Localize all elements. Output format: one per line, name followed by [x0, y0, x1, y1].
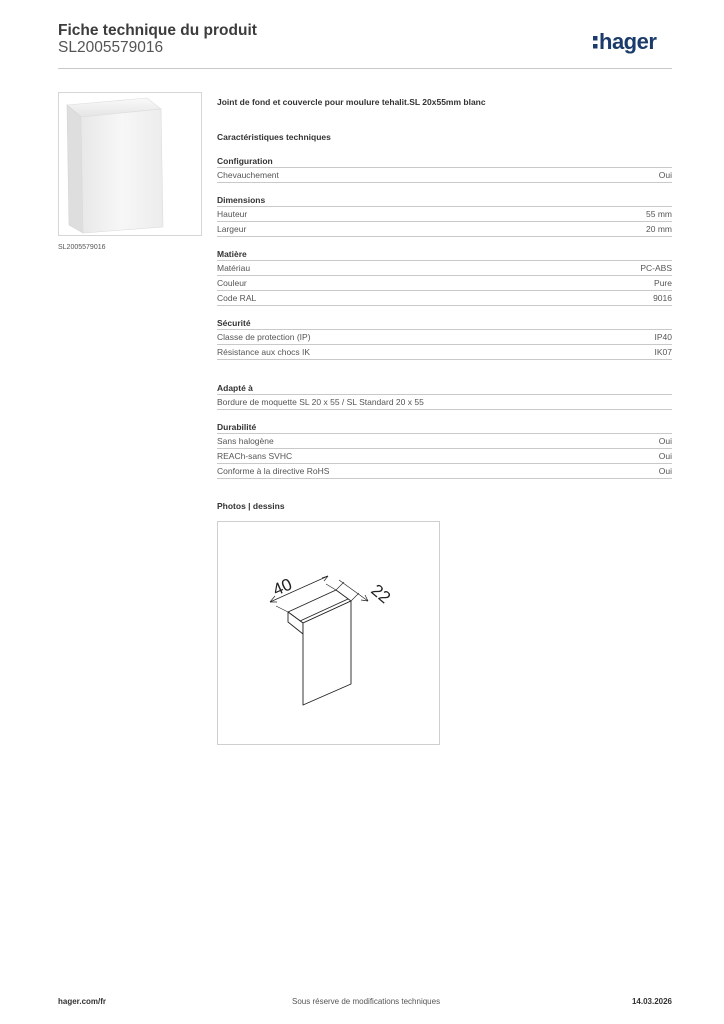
footer-website[interactable]: hager.com/fr [58, 997, 107, 1006]
section-durability [217, 421, 672, 479]
dimension-label-22: 22 [367, 580, 395, 608]
photos-title: Photos | dessins [217, 501, 285, 511]
logo-text: hager [599, 29, 657, 54]
spec-value: IK07 [654, 347, 672, 357]
hager-logo [592, 26, 682, 58]
spec-label: Largeur [217, 224, 247, 234]
spec-row [217, 434, 672, 449]
specs-title: Caractéristiques techniques [217, 132, 331, 142]
spec-label: Résistance aux chocs IK [217, 347, 311, 357]
spec-value: Oui [658, 466, 672, 476]
spec-label: Sans halogène [217, 436, 274, 446]
spec-row [217, 464, 672, 479]
section-material [217, 248, 672, 306]
spec-row [217, 291, 672, 306]
spec-label: Conforme à la directive RoHS [217, 466, 330, 476]
spec-row [217, 345, 672, 360]
spec-value: PC-ABS [640, 263, 672, 273]
product-render-image [59, 93, 201, 235]
spec-row [217, 330, 672, 345]
spec-label: Couleur [217, 278, 247, 288]
section-title: Sécurité [217, 317, 672, 330]
spec-value: IP40 [654, 332, 672, 342]
spec-label: Classe de protection (IP) [217, 332, 311, 342]
thumbnail-caption: SL2005579016 [58, 244, 106, 251]
product-code: SL2005579016 [58, 39, 164, 56]
spec-value: Oui [658, 451, 672, 461]
spec-row [217, 222, 672, 237]
spec-value: Pure [654, 278, 672, 288]
dimension-drawing [218, 522, 439, 744]
spec-row [217, 261, 672, 276]
section-dimensions [217, 194, 672, 237]
spec-label: Chevauchement [217, 170, 279, 180]
dimension-label-40: 40 [269, 574, 295, 600]
spec-row [217, 168, 672, 183]
spec-label: Code RAL [217, 293, 257, 303]
page-title: Fiche technique du produit [58, 22, 257, 39]
spec-label: Matériau [217, 263, 251, 273]
section-title: Adapté à [217, 382, 672, 395]
section-security [217, 317, 672, 360]
spec-value: 55 mm [646, 209, 672, 219]
product-thumbnail [58, 92, 202, 236]
product-title: Joint de fond et couvercle pour moulure tehalit.SL 20x55mm blanc [217, 97, 486, 107]
spec-value: 20 mm [646, 224, 672, 234]
section-title: Durabilité [217, 421, 672, 434]
spec-row [217, 449, 672, 464]
spec-label: Bordure de moquette SL 20 x 55 / SL Standard 20 x 55 [217, 397, 424, 407]
spec-label: Hauteur [217, 209, 248, 219]
footer-date: 14.03.2026 [631, 997, 672, 1006]
section-compatibility [217, 382, 672, 410]
section-configuration [217, 155, 672, 183]
spec-content [217, 95, 672, 479]
section-title: Dimensions [217, 194, 672, 207]
technical-drawing [217, 521, 440, 745]
footer-notice: Sous réserve de modifications techniques [292, 997, 441, 1006]
header-divider [58, 68, 672, 69]
spec-value: 9016 [653, 293, 672, 303]
section-title: Configuration [217, 155, 672, 168]
spec-value: Oui [658, 170, 672, 180]
section-title: Matière [217, 248, 672, 261]
spec-label: REACh-sans SVHC [217, 451, 293, 461]
spec-row [217, 395, 672, 410]
spec-row [217, 207, 672, 222]
spec-value: Oui [658, 436, 672, 446]
spec-row [217, 276, 672, 291]
